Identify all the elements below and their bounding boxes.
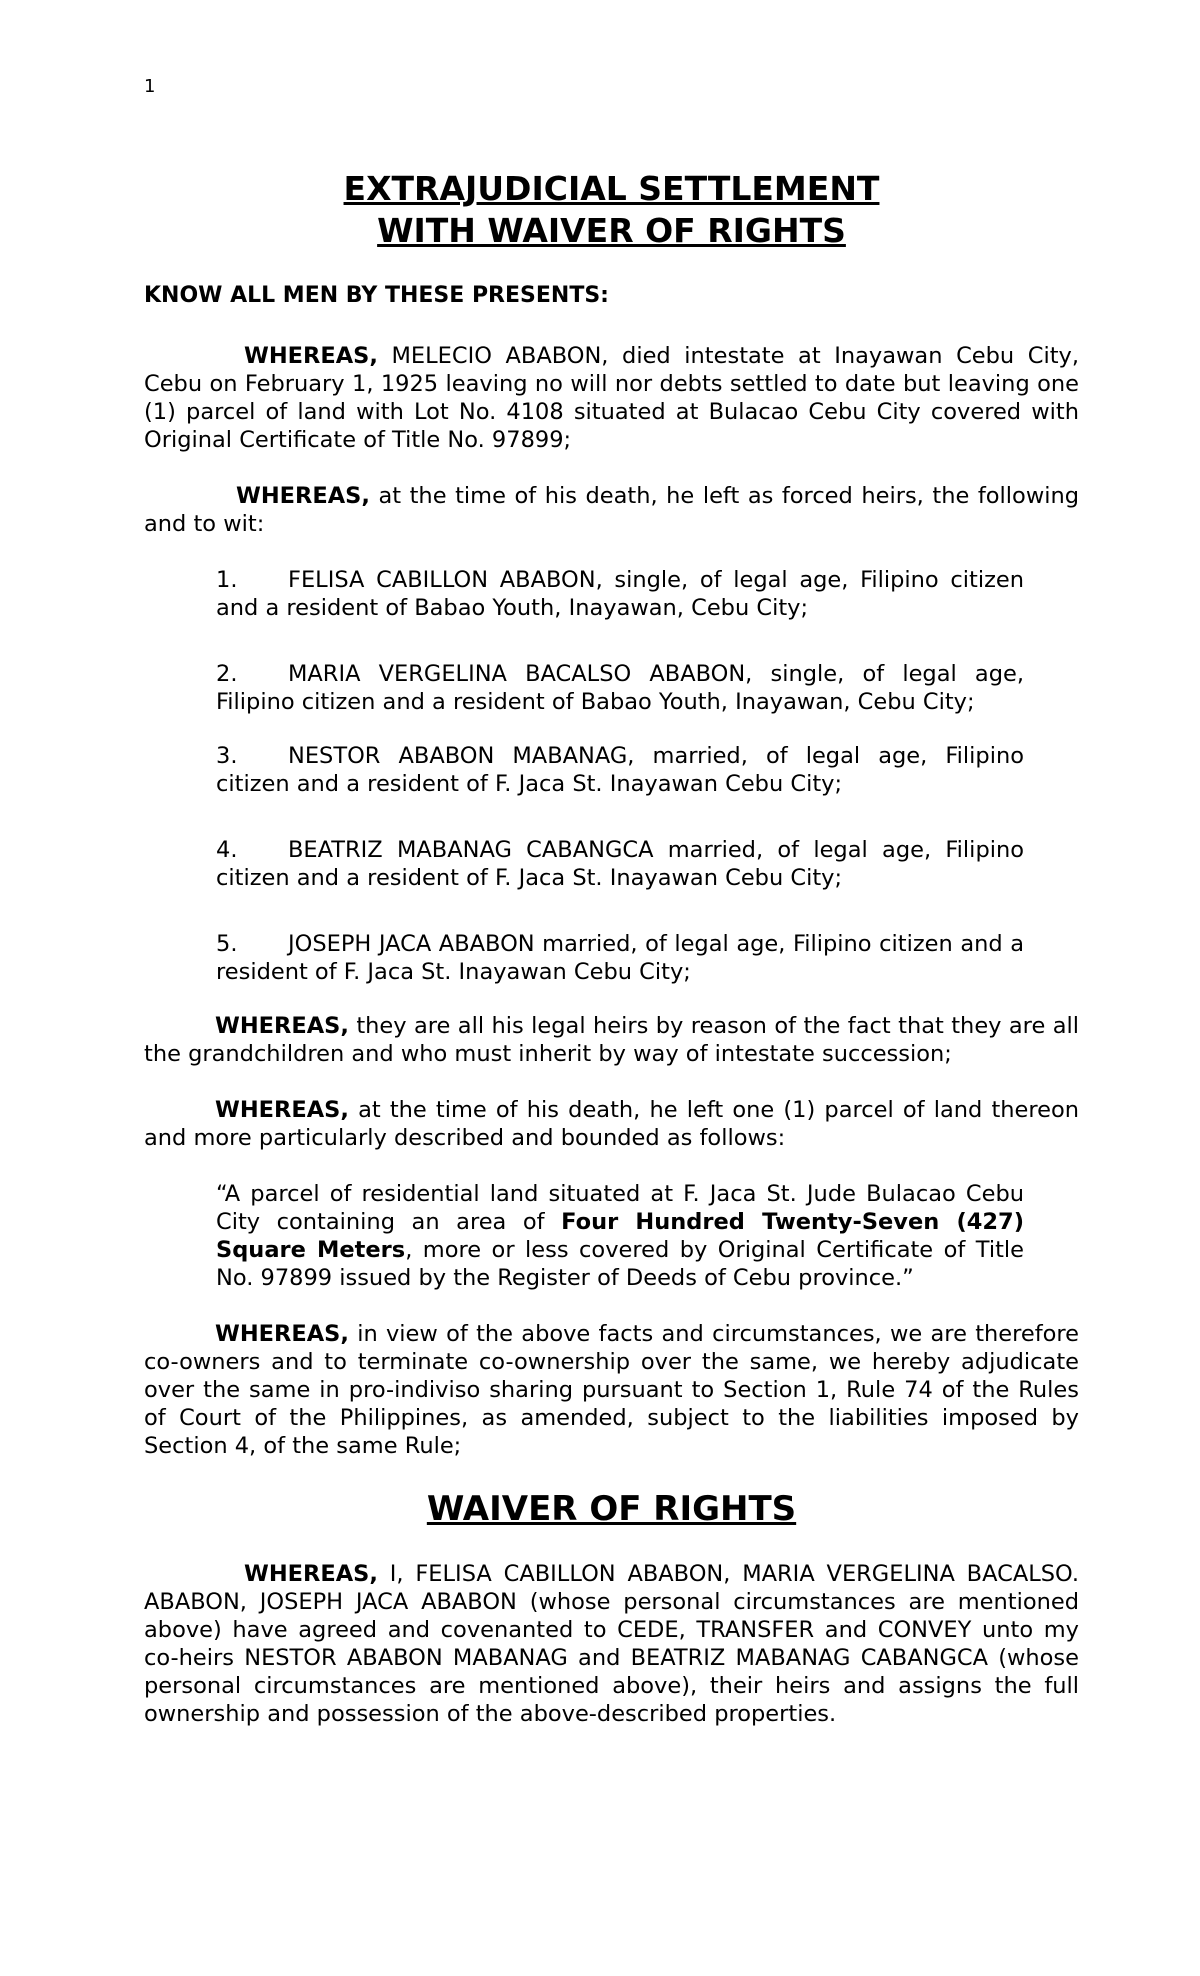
document-body [144,168,1079,1756]
whereas-paragraph-5-text: in view of the above facts and circumstances, we are therefore co-owners and to terminate co-ownership over the same, we hereby adjudicate over the same in pro-indiviso sharing pursuant to Section 1, Rule 74 of the Rules of Court of the Philippines, as amended, subject to the liabilities imposed by Section 4, of the same Rule; [144,1321,1080,1459]
title-line-2: WITH WAIVER OF RIGHTS [377,211,846,250]
heir-list-item [216,566,1024,622]
whereas-paragraph-6 [144,1560,1079,1728]
whereas-paragraph-3-text: they are all his legal heirs by reason of the fact that they are all the grandchildren and who must inherit by way of intestate succession; [144,1013,1079,1067]
whereas-label: WHEREAS, [215,1013,349,1039]
whereas-paragraph-5 [144,1320,1079,1460]
page-number: 1 [144,76,156,97]
whereas-paragraph-1 [144,342,1079,454]
document-title [144,168,1079,252]
heir-number: 2. [216,661,238,687]
whereas-label: WHEREAS, [215,1321,349,1347]
heir-list-item [216,836,1024,892]
heir-text: MARIA VERGELINA BACALSO ABABON, single, of legal age, Filipino citizen and a resident of Babao Youth, Inayawan, Cebu City; [216,661,1024,715]
whereas-label: WHEREAS, [244,343,378,369]
quote-text-after: , more or less covered by Original Certificate of Title No. 97899 issued by the Register of Deeds of Cebu province.” [216,1237,1024,1291]
heir-number: 4. [216,837,238,863]
whereas-paragraph-2 [144,482,1079,538]
heir-list-item [216,930,1024,986]
heir-list-item [216,660,1024,716]
waiver-section-title: WAIVER OF RIGHTS [426,1489,797,1529]
quote-area-bold: Four Hundred Twenty-Seven (427) Square Meters [216,1209,1025,1263]
know-all-men-heading: KNOW ALL MEN BY THESE PRESENTS: [144,283,609,308]
whereas-label: WHEREAS, [244,1561,378,1587]
whereas-paragraph-4 [144,1096,1079,1152]
heir-number: 1. [216,567,238,593]
property-description-quote [216,1180,1024,1292]
whereas-paragraph-4-text: at the time of his death, he left one (1) parcel of land thereon and more particularly described and bounded as follows: [144,1097,1080,1151]
whereas-paragraph-1-text: MELECIO ABABON, died intestate at Inayawan Cebu City, Cebu on February 1, 1925 leaving no will nor debts settled to date but leaving one (1) parcel of land with Lot No. 4108 situated at Bulacao Cebu City covered with Original Certificate of Title No. 97899; [144,343,1079,453]
whereas-paragraph-2-text: at the time of his death, he left as forced heirs, the following and to wit: [144,483,1080,537]
whereas-paragraph-6-text: I, FELISA CABILLON ABABON, MARIA VERGELINA BACALSO. ABABON, JOSEPH JACA ABABON (whose personal circumstances are mentioned above) have agreed and covenanted to CEDE, TRANSFER and CONVEY unto my co-heirs NESTOR ABABON MABANAG and BEATRIZ MABANAG CABANGCA (whose personal circumstances are mentioned above), their heirs and assigns the full ownership and possession of the above-described properties. [144,1561,1079,1727]
heir-text: FELISA CABILLON ABABON, single, of legal age, Filipino citizen and a resident of Babao Youth, Inayawan, Cebu City; [216,567,1024,621]
whereas-label: WHEREAS, [236,483,370,509]
title-line-1: EXTRAJUDICIAL SETTLEMENT [343,169,880,208]
heirs-list [216,566,1024,986]
whereas-label: WHEREAS, [215,1097,349,1123]
whereas-paragraph-3 [144,1012,1079,1068]
heir-text: NESTOR ABABON MABANAG, married, of legal age, Filipino citizen and a resident of F. Jaca St. Inayawan Cebu City; [216,743,1024,797]
heir-text: BEATRIZ MABANAG CABANGCA married, of legal age, Filipino citizen and a resident of F. Jaca St. Inayawan Cebu City; [216,837,1024,891]
heir-text: JOSEPH JACA ABABON married, of legal age, Filipino citizen and a resident of F. Jaca St. Inayawan Cebu City; [216,931,1024,985]
quote-text-before: “A parcel of residential land situated at F. Jaca St. Jude Bulacao Cebu City containing an area of [216,1181,1024,1235]
heir-list-item [216,742,1024,798]
heir-number: 3. [216,743,238,769]
heir-number: 5. [216,931,238,957]
